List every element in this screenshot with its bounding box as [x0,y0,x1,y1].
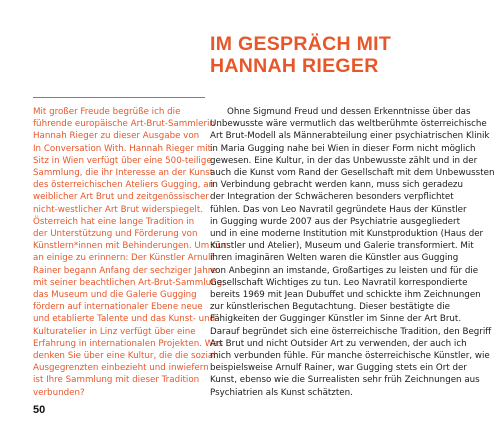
answer-line: Darauf begründet sich eine österreichische Tradition, den Begriff [210,326,492,337]
question-line: an einige zu erinnern: Der Künstler Arnulf [33,253,214,264]
question-line: Hannah Rieger zu dieser Ausgabe von [33,131,200,142]
question-line: der Unterstützung und Förderung von [33,229,198,240]
question-column [33,106,227,399]
question-line: fördern auf internationaler Ebene neue [33,302,203,313]
question-line: nicht-westlicher Art Brut widerspiegelt. [33,204,203,215]
answer-line: von Anbeginn an imstande, Großartiges zu leisten und für die [210,265,479,276]
answer-line: Psychiatrien als Kunst schätzten. [210,387,353,398]
answer-line: und in eine moderne Institution mit Kunstproduktion (Haus der [210,229,484,240]
answer-line: fühlen. Das von Leo Navratil gegründete Haus der Künstler [210,204,467,215]
question-line: führende europäische Art-Brut-Sammlerin [33,119,215,130]
answer-line: in Gugging wurde 2007 aus der Psychiatrie ausgegliedert [210,216,460,227]
answer-column [210,106,494,399]
question-line: Rainer begann Anfang der sechziger Jahre [33,265,217,276]
question-line: Erfahrung in internationalen Projekten. Was [33,338,223,349]
answer-line: bereits 1969 mit Jean Dubuffet und schickte ihm Zeichnungen [210,290,481,301]
question-line: des österreichischen Ateliers Gugging, an [33,180,215,191]
answer-line: mich verbunden fühle. Für manche österreichische Künstler, wie [210,351,490,362]
answer-line: in Maria Gugging nahe bei Wien in dieser Form nicht möglich [210,143,476,154]
title-line-1: IM GESPRÄCH MIT [210,33,392,55]
answer-line: Künstler und Atelier), Museum und Galerie transformiert. Mit [210,241,474,252]
page-title [210,33,490,77]
question-line: und etablierte Talente und das Kunst- und [33,314,216,325]
question-line: ist Ihre Sammlung mit dieser Tradition [33,375,200,386]
question-line: Künstlern*innen mit Behinderungen. Um nur [33,241,227,252]
question-top-rule [33,97,205,98]
question-line: Ausgegrenzten einbezieht und inwiefern [33,363,209,374]
question-line: In Conversation With. Hannah Rieger mit [33,143,212,154]
answer-line: der Integration der Schwächeren besonders verpflichtet [210,192,454,203]
answer-line: ihren imaginären Welten waren die Künstler aus Gugging [210,253,459,264]
question-line: Österreich hat eine lange Tradition in [33,216,195,227]
question-line: Mit großer Freude begrüße ich die [33,107,181,117]
page-number: 50 [33,404,46,416]
question-line: das Museum und die Galerie Gugging [33,290,197,301]
title-line-2: HANNAH RIEGER [210,55,379,77]
answer-line: gewesen. Eine Kultur, in der das Unbewusste zählt und in der [210,155,478,166]
answer-line: Fähigkeiten der Gugginger Künstler im Sinne der Art Brut. [210,314,462,325]
question-line: Sitz in Wien verfügt über eine 500-teilige [33,155,212,166]
question-line: denken Sie über eine Kultur, die die sozial [33,351,216,362]
question-line: Sammlung, die ihr Interesse an der Kunst [33,168,214,179]
question-line: mit seiner beachtlichen Art-Brut-Sammlung; [33,277,226,288]
answer-line: Gesellschaft Wichtiges zu tun. Leo Navratil korrespondierte [210,277,468,288]
question-line: weiblicher Art Brut und zeitgenössischer [33,192,209,203]
answer-line: Ohne Sigmund Freud und dessen Erkenntnisse über das [227,107,471,117]
answer-line: zur künstlerischen Begutachtung. Dieser bestätigte die [210,302,450,313]
question-line: Kulturatelier in Linz verfügt über eine [33,326,196,337]
answer-line: auch die Kunst vom Rand der Gesellschaft mit dem Unbewussten [210,168,495,179]
answer-line: in Verbindung gebracht werden kann, muss sich geradezu [210,180,464,191]
answer-line: Kunst, ebenso wie die Surrealisten sehr früh Zeichnungen aus [210,375,480,386]
answer-line: Art Brut und nicht Outsider Art zu verwenden, der auch ich [210,338,467,349]
answer-line: Unbewusste wäre vermutlich das weltberühmte österreichische [210,119,487,130]
question-line: verbunden? [33,387,85,398]
answer-line: beispielsweise Arnulf Rainer, war Gugging stets ein Ort der [210,363,467,374]
answer-line: Art Brut-Modell als Männerabteilung einer psychiatrischen Klinik [210,131,490,142]
